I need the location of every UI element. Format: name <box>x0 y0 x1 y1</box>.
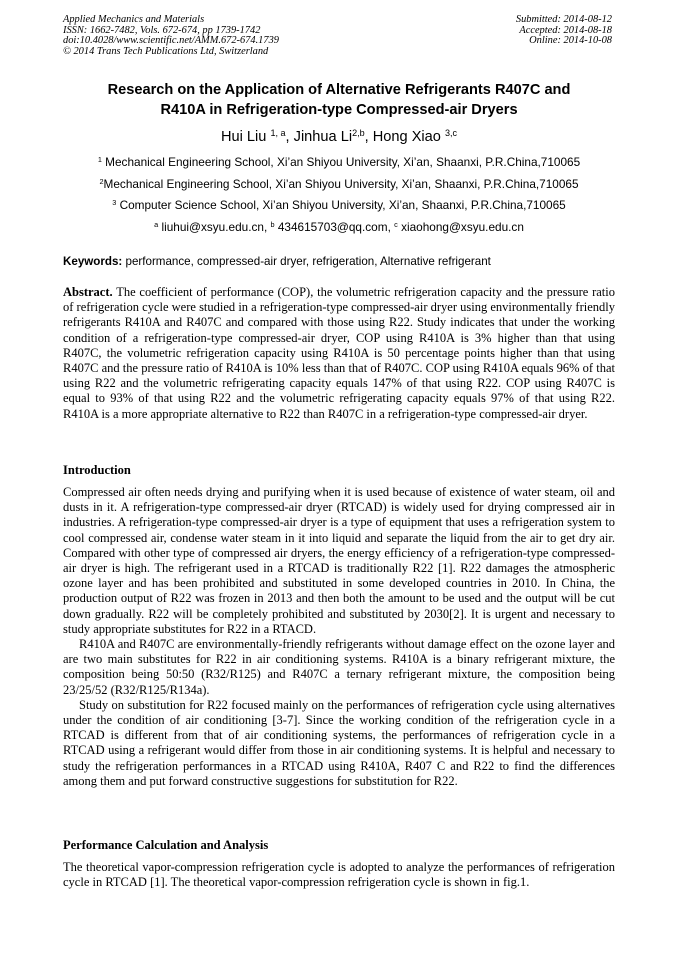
paragraph: The theoretical vapor-compression refrigeration cycle is adopted to analyze the performances of refrigeration cycle in RTCAD [1]. The theoretical vapor-compression refrigeration cycle is shown in fig.1. <box>63 860 615 890</box>
keywords-label: Keywords: <box>63 255 123 268</box>
affiliation-number: 3 <box>112 197 117 207</box>
section-heading-introduction: Introduction <box>63 463 131 477</box>
author-emails: $^a$ liuhui@xsyu.edu.cn, $^b$ 434615703@qq.com, $^c$ xiaohong@xsyu.edu.cn <box>154 219 524 234</box>
author-name: Jinhua Li <box>293 129 353 145</box>
performance-section <box>63 860 615 890</box>
section-heading-performance: Performance Calculation and Analysis <box>63 838 269 852</box>
email-address[interactable]: xiaohong@xsyu.edu.cn <box>401 220 524 234</box>
affiliation-number: 2 <box>99 176 104 186</box>
issn-line: ISSN: 1662-7482, Vols. 672-674, pp 1739-1742 <box>63 24 261 36</box>
paragraph: Study on substitution for R22 focused mainly on the performances of refrigeration cycle using alternatives under the condition of air conditioning [3-7]. Since the working condition of the refrigeration cycle in a RTCAD is different from that of air conditioning systems, the performances of refrigeration cycle in a RTCAD using a refrigerant would differ from those in air conditioning systems. It is helpful and necessary to study the refrigeration performances in a RTCAD using R410A, R407 C and R22 to find the differences among them and put forward constructive suggestions for substitution for R22. <box>63 697 615 788</box>
abstract-label: Abstract. <box>63 285 113 299</box>
journal-header-left <box>63 15 279 57</box>
email-mark: b <box>270 219 275 229</box>
author-list: Hui Liu $^{1, a}$, Jinhua Li$^{2,b}$, Hong Xiao $^{3,c}$ <box>220 128 458 145</box>
introduction-section <box>63 485 615 789</box>
keywords-text: performance, compressed-air dryer, refrigeration, Alternative refrigerant <box>125 255 491 268</box>
affiliation-text: Computer Science School, Xi’an Shiyou University, Xi’an, Shaanxi, P.R.China,710065 <box>119 198 566 212</box>
paper-title-line-2: R410A in Refrigeration-type Compressed-air Dryers <box>160 102 518 118</box>
author-name: Hong Xiao <box>372 129 441 145</box>
paper-title-line-1: Research on the Application of Alternative Refrigerants R407C and <box>107 82 571 98</box>
email-address[interactable]: 434615703@qq.com <box>277 220 388 234</box>
journal-name: Applied Mechanics and Materials <box>63 14 205 25</box>
affiliation-3 <box>40 198 638 212</box>
keywords <box>63 255 615 268</box>
abstract-text: The coefficient of performance (COP), the volumetric refrigeration capacity and the pressure ratio of refrigeration cycle were studied in a refrigeration-type compressed-air dryer using environmentally friendly refrigerants R410A and R407C and compared with those using R22. Study indicates that under the working condition of a refrigeration-type compressed-air dryer, COP using R410A is 3% higher than that using R407C, the volumetric refrigeration capacity using R410A is 50 percentage points higher than that using R407C and the pressure ratio of R410A is 10% less than that of R407C. COP using R410A equals 96% of that using R22 and the volumetric refrigerating capacity equals 147% of that using R22. COP using R407C is equal to 93% of that using R22 and the volumetric refrigerating capacity equals 97% of that using R22. R410A is a more appropriate alternative to R22 than R407C in a refrigeration-type compressed-air dryer. <box>63 285 615 421</box>
author-name: Hui Liu <box>220 129 267 145</box>
email-address[interactable]: liuhui@xsyu.edu.cn <box>161 220 264 234</box>
affiliation-text: Mechanical Engineering School, Xi’an Shiyou University, Xi’an, Shaanxi, P.R.China,710065 <box>103 177 579 191</box>
submitted-date: Submitted: 2014-08-12 <box>515 14 612 25</box>
affiliation-1 <box>40 155 638 169</box>
journal-header-right <box>516 15 612 47</box>
paper-title <box>40 80 638 120</box>
copyright-line: © 2014 Trans Tech Publications Ltd, Switzerland <box>63 45 269 57</box>
affiliation-number: 1 <box>97 154 102 164</box>
paragraph: Compressed air often needs drying and purifying when it is used because of existence of water steam, oil and dusts in it. A refrigeration-type compressed-air dryer (RTCAD) is widely used for drying compressed air in industries. A refrigeration-type compressed-air dryer is a type of equipment that uses a refrigeration system to cool compressed air, condense water steam in it into liquid and separate the liquid from the air to get dry air. Compared with other type of compressed air dryers, the energy efficiency of a refrigeration-type compressed-air dryer is high. The refrigerant used in a RTCAD is traditionally R22 [1]. R22 damages the atmospheric ozone layer and has been prohibited and substituted in some developed countries in 2010. In China, the production output of R22 was frozen in 2013 and then both the amount to be used and the output will be cut down gradually. R22 will be completely prohibited and substituted by 2030[2]. It is urgent and necessary to study appropriate substitutes for R22 in a RTACD. <box>63 485 615 636</box>
affiliation-2 <box>40 177 638 191</box>
author-affiliation-mark: 2,b <box>352 128 365 139</box>
email-mark: a <box>154 219 159 229</box>
author-affiliation-mark: 3,c <box>444 128 458 139</box>
abstract <box>63 285 615 422</box>
email-mark: c <box>394 219 398 229</box>
author-affiliation-mark: 1, a <box>270 128 286 139</box>
accepted-date: Accepted: 2014-08-18 <box>519 24 612 36</box>
online-date: Online: 2014-10-08 <box>529 35 612 47</box>
paragraph: R410A and R407C are environmentally-friendly refrigerants without damage effect on the ozone layer and are two main substitutes for R22 in air conditioning systems. R410A is a binary refrigerant mixture, the composition being 50:50 (R32/R125) and R407C a ternary refrigerant mixture, the composition being 23/25/52 (R32/R125/R134a). <box>63 637 615 697</box>
affiliation-text: Mechanical Engineering School, Xi’an Shiyou University, Xi’an, Shaanxi, P.R.China,710065 <box>105 155 581 169</box>
doi-line: doi:10.4028/www.scientific.net/AMM.672-674.1739 <box>63 35 279 47</box>
